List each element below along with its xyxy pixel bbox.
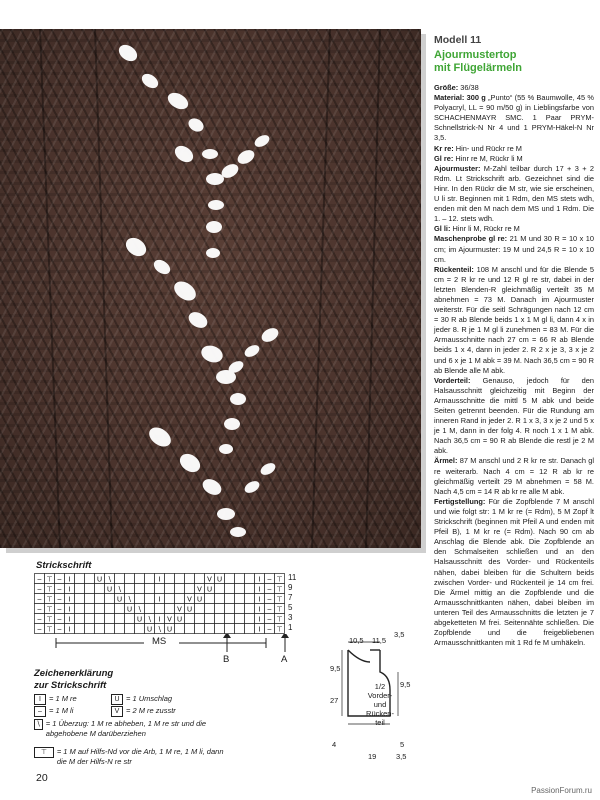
- chart-cell: [205, 594, 215, 604]
- chart-symbol: U: [106, 586, 113, 594]
- chart-cell: [155, 584, 165, 594]
- dim-left-bottom: 4: [332, 740, 337, 749]
- chart-symbol: V: [187, 596, 192, 604]
- row-number: 3: [288, 613, 293, 622]
- chart-cell: [175, 584, 185, 594]
- chart-symbol: ⊤: [46, 586, 53, 594]
- chart-cell: [145, 594, 155, 604]
- chart-symbol: I: [68, 576, 71, 584]
- chart-cell: [245, 614, 255, 624]
- dim-left-top: 9,5: [330, 664, 341, 673]
- chart-cell: [75, 594, 85, 604]
- title-line-2: mit Flügelärmeln: [434, 62, 523, 74]
- instruction-label: Material: 300 g: [434, 93, 486, 103]
- dim-right-top: 9,5: [400, 680, 411, 689]
- chart-cell: [165, 604, 175, 614]
- lace-eyelets: [0, 29, 421, 548]
- chart-cell: [85, 574, 95, 584]
- chart-cell: [135, 624, 145, 634]
- legend-item: [34, 693, 224, 705]
- chart-symbol: –: [57, 576, 62, 584]
- dim-left-mid: 27: [330, 696, 339, 705]
- chart-cell: [195, 614, 205, 624]
- instruction-body: 21 M und 30 R = 10 x 10 cm; im Ajourmuster: 19 M und 24,5 R = 10 x 10 cm.: [434, 234, 595, 264]
- chart-cell: [215, 594, 225, 604]
- chart-cell: [235, 584, 245, 594]
- chart-cell: [95, 584, 105, 594]
- instruction-column: [434, 34, 594, 648]
- dim-right-bottom: 5: [400, 740, 405, 749]
- chart-cell: [125, 614, 135, 624]
- schema-label-line: Vorder-: [367, 691, 393, 700]
- chart-symbol: –: [57, 586, 62, 594]
- instructions-text: [434, 83, 594, 648]
- chart-cell: [215, 614, 225, 624]
- instruction-body: Hinr re M, Rückr li M: [453, 153, 523, 163]
- legend-item: [34, 719, 224, 739]
- chart-cell: [115, 574, 125, 584]
- arrow-a-label: A: [281, 654, 288, 665]
- chart-symbol: U: [176, 616, 183, 624]
- instruction-paragraph: [434, 265, 594, 376]
- photo-shadow-bottom: [6, 548, 426, 553]
- chart-symbol: U: [146, 626, 153, 634]
- chart-symbol: I: [68, 626, 71, 634]
- instruction-paragraph: [434, 456, 594, 496]
- chart-cell: [115, 624, 125, 634]
- chart-cell: [195, 624, 205, 634]
- schema-label-line: Rücken-: [366, 709, 394, 718]
- schema-label-line: 1/2: [374, 682, 386, 691]
- instruction-label: Kr re:: [434, 143, 454, 153]
- legend-text: = 1 Überzug: 1 M re abheben, 1 M re str und die abgehobene M darüberziehen: [45, 719, 207, 738]
- legend-item: [34, 747, 224, 767]
- chart-symbol: U: [96, 576, 103, 584]
- k2tog-symbol: V: [111, 706, 123, 717]
- chart-cell: [235, 594, 245, 604]
- instruction-paragraph: [434, 154, 594, 164]
- chart-cell: [185, 584, 195, 594]
- chart-cell: [225, 604, 235, 614]
- chart-symbol: V: [167, 616, 172, 624]
- chart-cell: [245, 604, 255, 614]
- chart-symbol: ⊤: [276, 606, 283, 614]
- chart-symbol: ∖: [147, 616, 152, 624]
- chart-symbol: I: [158, 616, 161, 624]
- row-number: 11: [288, 573, 297, 582]
- instruction-label: Gl li:: [434, 224, 451, 234]
- instruction-paragraph: [434, 164, 594, 225]
- chart-cell: [205, 604, 215, 614]
- chart-cell: [135, 584, 145, 594]
- instruction-body: 36/38: [458, 83, 479, 92]
- chart-symbol: I: [258, 596, 261, 604]
- chart-cell: [105, 594, 115, 604]
- chart-symbol: ⊤: [46, 626, 53, 634]
- chart-cell: [205, 624, 215, 634]
- chart-cell: [75, 574, 85, 584]
- chart-symbol: –: [37, 616, 42, 624]
- chart-cell: [245, 584, 255, 594]
- instruction-paragraph: [434, 93, 594, 143]
- instruction-label: Gl re:: [434, 153, 454, 163]
- chart-cell: [235, 624, 245, 634]
- model-title: [434, 49, 594, 75]
- legend-title-line-1: Zeichenerklärung: [34, 668, 114, 679]
- chart-symbol: ⊤: [276, 596, 283, 604]
- chart-cell: [125, 584, 135, 594]
- chart-symbol: ∖: [157, 626, 162, 634]
- repeat-label: MS: [152, 636, 167, 647]
- instruction-paragraph: [434, 497, 594, 648]
- chart-symbol: I: [68, 616, 71, 624]
- instruction-paragraph: [434, 224, 594, 234]
- chart-symbol: U: [136, 616, 143, 624]
- chart-cell: [125, 574, 135, 584]
- chart-cell: [85, 594, 95, 604]
- chart-cell: [235, 574, 245, 584]
- chart-cell: [165, 594, 175, 604]
- chart-cell: [215, 604, 225, 614]
- chart-symbol: –: [57, 626, 62, 634]
- dim-top-right: 3,5: [394, 630, 405, 639]
- legend-text: = 1 Umschlag: [126, 694, 173, 703]
- chart-symbol: ∖: [127, 596, 132, 604]
- chart-symbol: –: [267, 576, 272, 584]
- chart-symbol: U: [126, 606, 133, 614]
- chart-cell: [175, 574, 185, 584]
- instruction-body: 87 M anschl und 2 R kr re str. Danach gl re weiterarb. Nach 4 cm = 12 R ab kr re gleichmäßig verteilt 29 M abnehmen = 58 M. Nach 4,5 cm = 14 R ab kr re alle M abk.: [434, 456, 594, 496]
- instruction-label: Maschenprobe gl re:: [434, 234, 508, 244]
- instruction-paragraph: [434, 83, 594, 93]
- chart-cell: [75, 614, 85, 624]
- chart-cell: [95, 624, 105, 634]
- chart-symbol: I: [68, 596, 71, 604]
- chart-symbol: I: [68, 606, 71, 614]
- chart-cell: [245, 594, 255, 604]
- chart-symbol: U: [216, 576, 223, 584]
- chart-symbol: I: [258, 626, 261, 634]
- chart-symbol: U: [206, 586, 213, 594]
- legend: [34, 693, 224, 767]
- instruction-label: Größe:: [434, 83, 459, 92]
- chart-symbol: V: [197, 586, 202, 594]
- chart-cell: [185, 614, 195, 624]
- legend-text: = 2 M re zusstr: [126, 706, 176, 715]
- chart-symbol: I: [258, 616, 261, 624]
- chart-cell: [75, 624, 85, 634]
- instruction-label: Fertigstellung:: [434, 496, 486, 506]
- chart-symbol: –: [37, 586, 42, 594]
- chart-symbol: V: [177, 606, 182, 614]
- chart-symbol: U: [116, 596, 123, 604]
- chart-cell: [85, 584, 95, 594]
- arrow-b-label: B: [223, 654, 230, 665]
- chart-symbol: –: [267, 586, 272, 594]
- knit-sample-photo: [0, 29, 421, 548]
- chart-symbol: –: [37, 576, 42, 584]
- schema-label-line: teil: [375, 718, 385, 727]
- chart-symbol: U: [196, 596, 203, 604]
- chart-cell: [205, 614, 215, 624]
- instruction-label: Ajourmuster:: [434, 163, 481, 173]
- chart-symbol: ⊤: [276, 616, 283, 624]
- instruction-body: M-Zahl teilbar durch 17 + 3 + 2 Rdm. Lt Strickschrift arb. Gezeichnet sind die Hinr. In den Rückr die M str, wie sie erscheinen, U li str. Beginnen mit 1 Rdm, den MS stets wdh, enden mit den M nach dem MS und 1 Rdm. Die 1. – 12. stets wdh.: [434, 163, 594, 224]
- purl-symbol: –: [34, 706, 46, 717]
- chart-symbol: –: [267, 626, 272, 634]
- chart-cell: [175, 594, 185, 604]
- title-line-1: Ajourmustertop: [434, 49, 517, 61]
- page-number: 20: [36, 772, 48, 784]
- instruction-paragraph: [434, 234, 594, 264]
- chart-cell: [155, 604, 165, 614]
- chart-cell: [115, 614, 125, 624]
- chart-cell: [215, 624, 225, 634]
- instruction-label: Vorderteil:: [434, 375, 471, 385]
- chart-cell: [115, 604, 125, 614]
- dim-top-left: 10,5: [349, 636, 364, 645]
- chart-cell: [145, 604, 155, 614]
- chart-symbol: ⊤: [276, 626, 283, 634]
- chart-cell: [225, 614, 235, 624]
- chart-cell: [225, 574, 235, 584]
- yarnover-symbol: U: [111, 694, 123, 705]
- row-number: 5: [288, 603, 293, 612]
- chart-cell: [245, 624, 255, 634]
- cable-symbol: ⊤: [34, 747, 54, 758]
- chart-cell: [95, 614, 105, 624]
- chart-row-numbers: [288, 573, 302, 633]
- instruction-body: 108 M anschl und für die Blende 5 cm = 2 R kr re und 12 R gl re str, dabei in der letzten Blenden-R gleichmäßig verteilt 35 M abnehmen = 73 M. Danach im Ajourmuster weiterstr. Für die seitl Schrägungen nach 12 cm = 30 R ab Blende beids 1 x 1 M gl li, dann 4 x in jeder 8. R je 1 M gl li zunehmen = 83 M. Für die Armausschnitte nach 27 cm = 66 R ab Blende beids 1 x 4, dann in jeder 2. R 2 x je 3, 3 x je 2 und 6 x je 1 M abk = 39 M. Nach 36,5 cm = 90 R ab Blende alle M abk.: [434, 264, 594, 375]
- legend-title-line-2: zur Strickschrift: [34, 680, 107, 691]
- chart-symbol: –: [37, 626, 42, 634]
- chart-symbol: ⊤: [46, 616, 53, 624]
- chart-symbol: –: [57, 616, 62, 624]
- knitting-chart: [34, 573, 286, 635]
- instruction-body: Für die Zopfblende 7 M anschl und wie folgt str: 1 M kr re (= Rdm), 5 M Zopf lt Strickschrift (beginnen mit Pfeil A und enden mit Pfeil B), 1 M kr re (= Rdm). Nach 90 cm ab Anschlag die Blende abk. Die Zopfblende an den Schmalseiten schließen und an den Halsausschnitt des Vorder- und Rückenteils nähen, dabei bleiben für die Schultern beids zwischen Vorder- und Rückenteil je 14 cm frei. Die Ärmel mittig an die Zopfblende und die Armausschnittkanten nähen, dabei bleiben im unteren Teil des Armausschnitts die letzten je 7 abgeketteten M frei. Seitennähte schließen. Die Zopfblende und die freigebliebenen Armausschnittkanten mit 1 Rd fe M umhäkeln.: [434, 496, 594, 648]
- chart-symbol: –: [267, 606, 272, 614]
- chart-symbol: I: [258, 586, 261, 594]
- instruction-label: Rückenteil:: [434, 264, 474, 274]
- instruction-paragraph: [434, 376, 594, 457]
- watermark: PassionForum.ru: [531, 786, 592, 795]
- chart-symbol: ∖: [137, 606, 142, 614]
- legend-item: [34, 705, 224, 717]
- chart-cell: [145, 584, 155, 594]
- chart-cell: [105, 614, 115, 624]
- chart-symbol: –: [37, 606, 42, 614]
- chart-cell: [235, 614, 245, 624]
- row-number: 7: [288, 593, 293, 602]
- chart-cell: [195, 574, 205, 584]
- chart-cell: [75, 584, 85, 594]
- legend-text: = 1 M auf Hilfs-Nd vor die Arb, 1 M re, 1 M li, dann die M der Hilfs-N re str: [56, 747, 224, 766]
- legend-text: = 1 M re: [49, 694, 77, 703]
- chart-cell: [185, 574, 195, 584]
- dim-bottom: 19: [368, 752, 377, 761]
- chart-symbol: ⊤: [276, 586, 283, 594]
- chart-cell: [105, 604, 115, 614]
- legend-text: = 1 M li: [49, 706, 74, 715]
- chart-cell: [75, 604, 85, 614]
- chart-cell: [215, 584, 225, 594]
- row-number: 9: [288, 583, 293, 592]
- instruction-label: Ärmel:: [434, 456, 458, 466]
- chart-symbol: –: [267, 616, 272, 624]
- instruction-body: „Punto“ (55 % Baumwolle, 45 % Polyacryl, LL = 90 m/50 g) in Lieblingsfarbe von SCHACHENMAYR SMC. 1 Paar PRYM-Schnellstrick-N Nr 4 und 1 PRYM-Häkel-N Nr 3,5.: [434, 93, 594, 143]
- chart-cell: [145, 574, 155, 584]
- chart-symbol: I: [258, 606, 261, 614]
- chart-cell: [85, 624, 95, 634]
- instruction-paragraph: [434, 144, 594, 154]
- chart-symbol: U: [166, 626, 173, 634]
- chart-cell: [165, 574, 175, 584]
- chart-symbol: U: [186, 606, 193, 614]
- chart-cell: [135, 594, 145, 604]
- chart-title: Strickschrift: [36, 560, 92, 571]
- model-number: Modell 11: [434, 34, 482, 46]
- chart-cell: [185, 624, 195, 634]
- instruction-body: Genauso, jedoch für den Halsausschnitt gleichzeitig mit Beginn der Armausschnitte die mittl 5 M abk und beide Seiten getrennt beenden. Für die Rundung am inneren Rand in jeder 2. R 1 x 3, 3 x je 2 und 5 x je 1 M, dann in der folg 4. R noch 1 x 1 M abk. Nach 36,5 cm = 90 R ab Blende die restl je 2 M abk.: [434, 375, 594, 456]
- chart-cell: [165, 584, 175, 594]
- dim-bottom-right: 3,5: [396, 752, 407, 761]
- chart-symbol: V: [207, 576, 212, 584]
- chart-symbol: –: [57, 606, 62, 614]
- chart-symbol: –: [37, 596, 42, 604]
- chart-cell: [225, 624, 235, 634]
- instruction-body: Hinr li M, Rückr re M: [450, 224, 520, 234]
- chart-symbol: –: [57, 596, 62, 604]
- chart-symbol: –: [267, 596, 272, 604]
- dim-top-mid: 11,5: [372, 636, 387, 645]
- chart-cell: [95, 604, 105, 614]
- chart-symbol: ⊤: [46, 576, 53, 584]
- chart-cell: [175, 624, 185, 634]
- slip-decrease-symbol: ∖: [34, 719, 43, 730]
- chart-symbol: ∖: [117, 586, 122, 594]
- chart-cell: [135, 574, 145, 584]
- chart-symbol: I: [158, 576, 161, 584]
- knit-symbol: I: [34, 694, 46, 705]
- chart-cell: [105, 624, 115, 634]
- legend-title: [34, 668, 113, 692]
- chart-symbol: ∖: [107, 576, 112, 584]
- photo-shadow: [421, 34, 426, 548]
- chart-symbol: ⊤: [276, 576, 283, 584]
- chart-cell: [85, 604, 95, 614]
- chart-cell: [125, 624, 135, 634]
- chart-cell: [95, 594, 105, 604]
- schema-label: [362, 682, 398, 727]
- chart-cell: [85, 614, 95, 624]
- instruction-body: Hin- und Rückr re M: [453, 143, 522, 153]
- chart-symbol: ⊤: [46, 596, 53, 604]
- chart-cell: [245, 574, 255, 584]
- chart-cell: [225, 584, 235, 594]
- chart-symbol: I: [258, 576, 261, 584]
- chart-symbol: I: [68, 586, 71, 594]
- chart-cell: [195, 604, 205, 614]
- row-number: 1: [288, 623, 293, 632]
- schema-label-line: und: [373, 700, 387, 709]
- chart-symbol: I: [158, 596, 161, 604]
- chart-symbol: ⊤: [46, 606, 53, 614]
- chart-cell: [225, 594, 235, 604]
- chart-cell: [235, 604, 245, 614]
